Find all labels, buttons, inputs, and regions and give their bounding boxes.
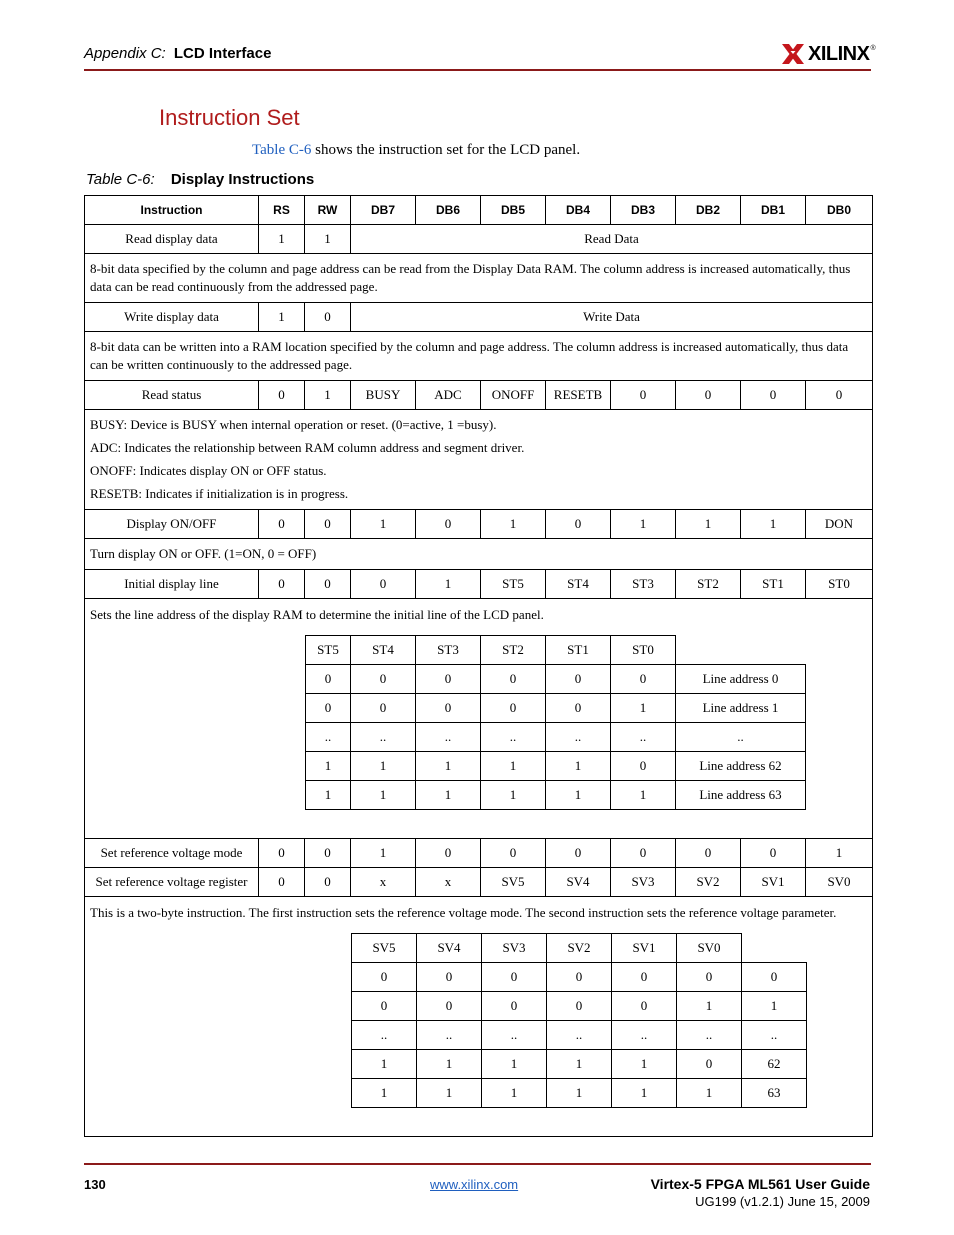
instruction-name: Set reference voltage mode xyxy=(85,839,259,868)
description-line: RESETB: Indicates if initialization is in progress. xyxy=(90,486,349,501)
table-cell: SV0 xyxy=(806,868,873,897)
subtable-cell: Line address 63 xyxy=(676,781,806,810)
table-row-description xyxy=(85,599,873,839)
table-row xyxy=(85,570,873,599)
subtable-cell: 1 xyxy=(351,781,416,810)
subtable-cell: 0 xyxy=(352,963,417,992)
subtable-header: SV1 xyxy=(612,934,677,963)
footer-rule xyxy=(84,1163,871,1165)
subtable-cell: 1 xyxy=(677,992,742,1021)
table-header-row xyxy=(85,196,873,225)
rs-cell: 1 xyxy=(259,303,305,332)
subtable-cell: 0 xyxy=(482,992,547,1021)
description-line: ONOFF: Indicates display ON or OFF status. xyxy=(90,463,327,478)
subtable-cell: 0 xyxy=(547,963,612,992)
table-row xyxy=(85,381,873,410)
subtable-cell: 0 xyxy=(611,752,676,781)
page-number: 130 xyxy=(84,1177,106,1192)
subtable-header: SV2 xyxy=(547,934,612,963)
header-cell: DB5 xyxy=(481,196,546,225)
subtable-cell: 1 xyxy=(611,781,676,810)
section-title: Instruction Set xyxy=(159,105,300,130)
xilinx-logo xyxy=(781,40,876,68)
subtable-cell: Line address 1 xyxy=(676,694,806,723)
subtable-cell: 0 xyxy=(546,665,611,694)
table-cell: 0 xyxy=(741,839,806,868)
subtable-cell: 0 xyxy=(546,694,611,723)
subtable-cell: Line address 0 xyxy=(676,665,806,694)
instruction-table xyxy=(84,195,873,1137)
subtable-cell: 62 xyxy=(742,1050,807,1079)
subtable-cell: 1 xyxy=(677,1079,742,1108)
subtable-cell: 1 xyxy=(417,1050,482,1079)
table-row-description xyxy=(85,897,873,1137)
table-cell: 0 xyxy=(259,868,305,897)
subtable-cell: 1 xyxy=(352,1050,417,1079)
description-cell: 8-bit data specified by the column and page address can be read from the Display Data RAM. The column address is increased automatically, thus data can be read continuously from the addressed page. xyxy=(85,254,873,303)
instruction-name: Display ON/OFF xyxy=(85,510,259,539)
subtable-cell: 1 xyxy=(546,752,611,781)
data-cell: Write Data xyxy=(351,303,873,332)
subtable-cell: 1 xyxy=(416,752,481,781)
table-cell: SV4 xyxy=(546,868,611,897)
description-line: BUSY: Device is BUSY when internal operation or reset. (0=active, 1 =busy). xyxy=(90,417,497,432)
header-cell: DB1 xyxy=(741,196,806,225)
table-cell: ONOFF xyxy=(481,381,546,410)
table-cell: 1 xyxy=(611,510,676,539)
subtable-cell: .. xyxy=(306,723,351,752)
chapter-title: LCD Interface xyxy=(173,45,272,62)
table-row-description xyxy=(85,410,873,510)
description-line: ADC: Indicates the relationship between RAM column address and segment driver. xyxy=(90,440,525,455)
subtable-cell: 0 xyxy=(306,694,351,723)
subtable-row xyxy=(352,1050,807,1079)
header-cell: DB0 xyxy=(806,196,873,225)
instruction-name: Read status xyxy=(85,381,259,410)
table-cell: 0 xyxy=(676,381,741,410)
subtable-row xyxy=(352,1021,807,1050)
line-address-table xyxy=(305,635,806,810)
header-cell: DB7 xyxy=(351,196,416,225)
table-row xyxy=(85,868,873,897)
subtable-cell: 0 xyxy=(481,665,546,694)
subtable-header: ST3 xyxy=(416,636,481,665)
table-cell: 1 xyxy=(351,510,416,539)
table-caption xyxy=(86,171,314,188)
table-cell: 1 xyxy=(676,510,741,539)
subtable-cell: 0 xyxy=(351,665,416,694)
header-cell: RW xyxy=(305,196,351,225)
table-cell: ST0 xyxy=(806,570,873,599)
subtable-cell: 0 xyxy=(742,963,807,992)
subtable-row xyxy=(306,665,806,694)
subtable-cell: .. xyxy=(742,1021,807,1050)
subtable-cell: 1 xyxy=(482,1050,547,1079)
table-row xyxy=(85,839,873,868)
table-cell: 0 xyxy=(351,570,416,599)
subtable-row xyxy=(352,1079,807,1108)
subtable-cell: 1 xyxy=(306,752,351,781)
subtable-cell: .. xyxy=(612,1021,677,1050)
description-line: This is a two-byte instruction. The first instruction sets the reference voltage mode. The second instruction sets the reference voltage parameter. xyxy=(90,905,837,920)
table-cell: 0 xyxy=(259,839,305,868)
table-cell: ST4 xyxy=(546,570,611,599)
subtable-cell: 1 xyxy=(481,781,546,810)
subtable-row xyxy=(352,963,807,992)
rw-cell: 1 xyxy=(305,225,351,254)
subtable-cell: .. xyxy=(677,1021,742,1050)
website-link[interactable]: www.xilinx.com xyxy=(430,1177,519,1192)
table-cell: SV3 xyxy=(611,868,676,897)
table-cell: 0 xyxy=(305,868,351,897)
subtable-row xyxy=(306,694,806,723)
subtable-header: ST1 xyxy=(546,636,611,665)
table-cell: SV5 xyxy=(481,868,546,897)
table-cell: 0 xyxy=(611,839,676,868)
description-cell: 8-bit data can be written into a RAM location specified by the column and page address. The column address is increased automatically, thus data can be written continuously to the addressed page. xyxy=(85,332,873,381)
subtable-cell: .. xyxy=(547,1021,612,1050)
table-cell: DON xyxy=(806,510,873,539)
table-link[interactable]: Table C-6 xyxy=(252,142,312,158)
subtable-cell: .. xyxy=(481,723,546,752)
description-line: Sets the line address of the display RAM to determine the initial line of the LCD panel. xyxy=(90,607,544,622)
subtable-cell: .. xyxy=(546,723,611,752)
table-cell: 1 xyxy=(741,510,806,539)
subtable-cell: 0 xyxy=(417,992,482,1021)
instruction-name: Set reference voltage register xyxy=(85,868,259,897)
table-cell: ST2 xyxy=(676,570,741,599)
table-cell: ST5 xyxy=(481,570,546,599)
subtable-cell: 0 xyxy=(481,694,546,723)
table-cell: 1 xyxy=(806,839,873,868)
subtable-cell: 0 xyxy=(677,1050,742,1079)
subtable-header: SV0 xyxy=(677,934,742,963)
table-cell: 0 xyxy=(676,839,741,868)
table-cell: 0 xyxy=(546,839,611,868)
data-cell: Read Data xyxy=(351,225,873,254)
table-row xyxy=(85,303,873,332)
subtable-cell: 1 xyxy=(611,694,676,723)
subtable-header-row xyxy=(306,636,806,665)
subtable-cell: 1 xyxy=(351,752,416,781)
table-cell: 0 xyxy=(481,839,546,868)
subtable-cell: 0 xyxy=(352,992,417,1021)
subtable-header: ST0 xyxy=(611,636,676,665)
table-cell: 0 xyxy=(611,381,676,410)
table-row-description xyxy=(85,254,873,303)
instruction-name: Write display data xyxy=(85,303,259,332)
table-cell: SV2 xyxy=(676,868,741,897)
subtable-cell: 1 xyxy=(306,781,351,810)
caption-label: Table C-6: xyxy=(86,171,155,188)
subtable-cell: 1 xyxy=(612,1050,677,1079)
table-cell: 0 xyxy=(741,381,806,410)
appendix-label: Appendix C: xyxy=(84,45,166,62)
subtable-header: ST2 xyxy=(481,636,546,665)
caption-title: Display Instructions xyxy=(170,171,315,188)
subtable-cell: 0 xyxy=(416,694,481,723)
subtable-cell: 0 xyxy=(612,963,677,992)
subtable-row xyxy=(306,723,806,752)
subtable-cell: 0 xyxy=(611,665,676,694)
table-cell: 0 xyxy=(416,510,481,539)
description-cell xyxy=(85,599,873,839)
header-cell: DB3 xyxy=(611,196,676,225)
table-cell: ST3 xyxy=(611,570,676,599)
table-cell: 0 xyxy=(259,570,305,599)
subtable-header: SV4 xyxy=(417,934,482,963)
subtable-cell: .. xyxy=(351,723,416,752)
instruction-name: Read display data xyxy=(85,225,259,254)
table-cell: 0 xyxy=(546,510,611,539)
table-cell: ADC xyxy=(416,381,481,410)
subtable-cell: 1 xyxy=(612,1079,677,1108)
subtable-cell: 0 xyxy=(482,963,547,992)
table-cell: 0 xyxy=(259,510,305,539)
table-cell: 0 xyxy=(806,381,873,410)
subtable-cell: 1 xyxy=(546,781,611,810)
subtable-cell: 0 xyxy=(547,992,612,1021)
reference-voltage-table xyxy=(351,933,807,1108)
table-row xyxy=(85,225,873,254)
subtable-row xyxy=(352,992,807,1021)
running-header xyxy=(84,45,271,62)
subtable-cell: 0 xyxy=(351,694,416,723)
subtable-cell: .. xyxy=(482,1021,547,1050)
subtable-cell: 1 xyxy=(416,781,481,810)
subtable-cell: 1 xyxy=(482,1079,547,1108)
subtable-header: SV3 xyxy=(482,934,547,963)
rs-cell: 1 xyxy=(259,225,305,254)
subtable-cell: 1 xyxy=(742,992,807,1021)
logo-wordmark: XILINX xyxy=(808,42,870,65)
description-cell: Turn display ON or OFF. (1=ON, 0 = OFF) xyxy=(85,539,873,570)
subtable-cell: 63 xyxy=(742,1079,807,1108)
table-row xyxy=(85,510,873,539)
table-cell: 1 xyxy=(351,839,416,868)
subtable-row xyxy=(306,752,806,781)
table-cell: 1 xyxy=(481,510,546,539)
table-row-description xyxy=(85,332,873,381)
table-cell: BUSY xyxy=(351,381,416,410)
subtable-row xyxy=(306,781,806,810)
subtable-cell: .. xyxy=(352,1021,417,1050)
table-cell: 1 xyxy=(416,570,481,599)
subtable-cell: 1 xyxy=(547,1079,612,1108)
header-cell: DB2 xyxy=(676,196,741,225)
table-cell: ST1 xyxy=(741,570,806,599)
description-cell xyxy=(85,410,873,510)
empty-cell xyxy=(676,636,806,665)
subtable-cell: 0 xyxy=(416,665,481,694)
subtable-cell: 0 xyxy=(306,665,351,694)
document-version: UG199 (v1.2.1) June 15, 2009 xyxy=(695,1194,870,1209)
header-cell: RS xyxy=(259,196,305,225)
subtable-cell: .. xyxy=(611,723,676,752)
table-row-description xyxy=(85,539,873,570)
subtable-cell: .. xyxy=(416,723,481,752)
subtable-header: ST4 xyxy=(351,636,416,665)
subtable-cell: 1 xyxy=(417,1079,482,1108)
header-cell: Instruction xyxy=(85,196,259,225)
subtable-header: SV5 xyxy=(352,934,417,963)
table-cell: x xyxy=(416,868,481,897)
subtable-cell: .. xyxy=(417,1021,482,1050)
table-cell: x xyxy=(351,868,416,897)
table-cell: SV1 xyxy=(741,868,806,897)
guide-title: Virtex-5 FPGA ML561 User Guide xyxy=(650,1176,870,1192)
instruction-name: Initial display line xyxy=(85,570,259,599)
intro-paragraph xyxy=(252,142,580,159)
table-cell: RESETB xyxy=(546,381,611,410)
subtable-cell: Line address 62 xyxy=(676,752,806,781)
subtable-cell: 1 xyxy=(481,752,546,781)
subtable-header-row xyxy=(352,934,807,963)
subtable-cell: 1 xyxy=(352,1079,417,1108)
header-cell: DB4 xyxy=(546,196,611,225)
table-cell: 0 xyxy=(416,839,481,868)
header-rule xyxy=(84,69,871,71)
subtable-header: ST5 xyxy=(306,636,351,665)
registered-mark: ® xyxy=(870,44,876,52)
empty-cell xyxy=(742,934,807,963)
table-cell: 0 xyxy=(259,381,305,410)
xilinx-mark-icon xyxy=(781,42,805,66)
subtable-cell: 0 xyxy=(677,963,742,992)
table-cell: 0 xyxy=(305,510,351,539)
subtable-cell: .. xyxy=(676,723,806,752)
rw-cell: 0 xyxy=(305,303,351,332)
table-cell: 1 xyxy=(305,381,351,410)
subtable-cell: 1 xyxy=(547,1050,612,1079)
header-cell: DB6 xyxy=(416,196,481,225)
table-cell: 0 xyxy=(305,570,351,599)
description-cell xyxy=(85,897,873,1137)
intro-text: shows the instruction set for the LCD panel. xyxy=(311,142,581,158)
table-cell: 0 xyxy=(305,839,351,868)
subtable-cell: 0 xyxy=(612,992,677,1021)
subtable-cell: 0 xyxy=(417,963,482,992)
